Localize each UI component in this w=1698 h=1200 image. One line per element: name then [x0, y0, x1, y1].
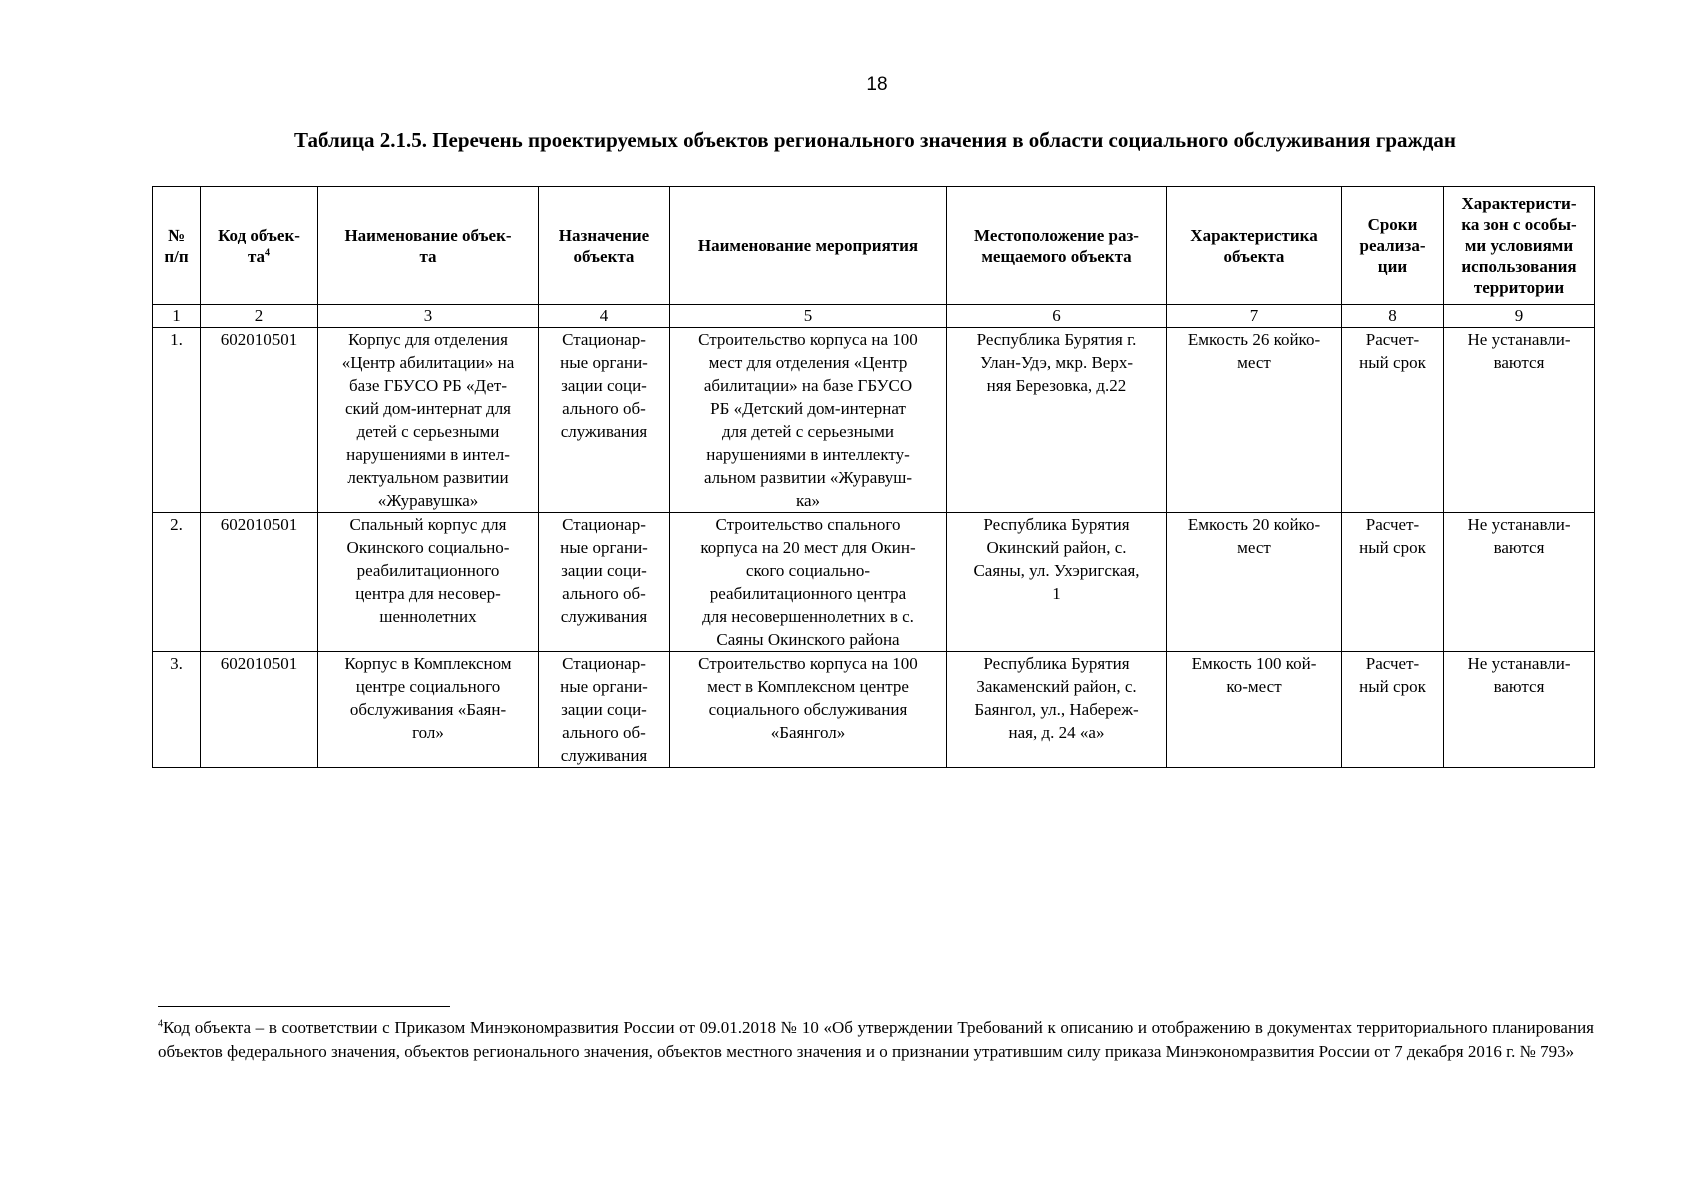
column-number: 8	[1342, 305, 1444, 328]
table-row	[153, 652, 1595, 768]
table-row	[153, 328, 1595, 513]
header-object-code-label: Код объек- та	[218, 225, 300, 266]
column-number: 9	[1444, 305, 1595, 328]
object-location: Республика Бурятия г. Улан-Удэ, мкр. Верх- няя Березовка, д.22	[947, 328, 1167, 513]
object-location: Республика Бурятия Закаменский район, с. Баянгол, ул., Набереж- ная, д. 24 «а»	[947, 652, 1167, 768]
measure-name: Строительство корпуса на 100 мест для отделения «Центр абилитации» на базе ГБУСО РБ «Детский дом-интернат для детей с серьезными нарушениями в интеллекту- альном развитии «Журавуш- ка»	[670, 328, 947, 513]
object-name: Корпус в Комплексном центре социального обслуживания «Баян- гол»	[318, 652, 539, 768]
object-characteristic: Емкость 26 койко- мест	[1167, 328, 1342, 513]
header-location: Местоположение раз- мещаемого объекта	[947, 187, 1167, 305]
table-row	[153, 513, 1595, 652]
object-code: 602010501	[201, 513, 318, 652]
object-characteristic: Емкость 20 койко- мест	[1167, 513, 1342, 652]
header-object-purpose: Назначение объекта	[539, 187, 670, 305]
header-object-code	[201, 187, 318, 305]
footnote-text: Код объекта – в соответствии с Приказом Минэкономразвития России от 09.01.2018 № 10 «Об утверждении Требований к описанию и отображению в документах территориального планирования объектов федерального значения, объектов регионального значения, объектов местного значения и о признании утратившим силу приказа Минэкономразвития России от 7 декабря 2016 г. № 793»	[158, 1018, 1594, 1061]
objects-table	[152, 186, 1595, 768]
column-number: 1	[153, 305, 201, 328]
header-implementation-period: Сроки реализа- ции	[1342, 187, 1444, 305]
column-number: 6	[947, 305, 1167, 328]
object-purpose: Стационар- ные органи- зации соци- ального об- служивания	[539, 513, 670, 652]
object-name: Спальный корпус для Окинского социально- реабилитационного центра для несовер- шеннолетних	[318, 513, 539, 652]
implementation-period: Расчет- ный срок	[1342, 513, 1444, 652]
column-number: 7	[1167, 305, 1342, 328]
row-number: 3.	[153, 652, 201, 768]
row-number: 2.	[153, 513, 201, 652]
object-location: Республика Бурятия Окинский район, с. Саяны, ул. Ухэригская, 1	[947, 513, 1167, 652]
column-number: 5	[670, 305, 947, 328]
implementation-period: Расчет- ный срок	[1342, 328, 1444, 513]
header-object-name: Наименование объек- та	[318, 187, 539, 305]
page-number: 18	[866, 74, 888, 95]
row-number: 1.	[153, 328, 201, 513]
header-row	[153, 187, 1595, 305]
footnote	[158, 1016, 1594, 1064]
footnote-ref-mark: 4	[265, 246, 271, 258]
implementation-period: Расчет- ный срок	[1342, 652, 1444, 768]
measure-name: Строительство корпуса на 100 мест в Комплексном центре социального обслуживания «Баянгол»	[670, 652, 947, 768]
header-measure-name: Наименование мероприятия	[670, 187, 947, 305]
footnote-separator	[158, 1006, 450, 1007]
column-numbers-row	[153, 305, 1595, 328]
object-purpose: Стационар- ные органи- зации соци- ального об- служивания	[539, 652, 670, 768]
object-characteristic: Емкость 100 кой- ко-мест	[1167, 652, 1342, 768]
measure-name: Строительство спального корпуса на 20 мест для Окин- ского социально- реабилитационного центра для несовершеннолетних в с. Саяны Окинского района	[670, 513, 947, 652]
footnote-mark: 4	[158, 1018, 163, 1030]
object-name: Корпус для отделения «Центр абилитации» на базе ГБУСО РБ «Дет- ский дом-интернат для детей с серьезными нарушениями в интел- лектуальном развитии «Журавушка»	[318, 328, 539, 513]
zone-characteristic: Не устанавли- ваются	[1444, 328, 1595, 513]
column-number: 3	[318, 305, 539, 328]
table-title: Таблица 2.1.5. Перечень проектируемых объектов регионального значения в области социального обслуживания граждан	[294, 128, 1456, 152]
zone-characteristic: Не устанавли- ваются	[1444, 652, 1595, 768]
column-number: 4	[539, 305, 670, 328]
table-body	[153, 305, 1595, 768]
zone-characteristic: Не устанавли- ваются	[1444, 513, 1595, 652]
header-zone-characteristic: Характеристи- ка зон с особы- ми условиями использования территории	[1444, 187, 1595, 305]
object-code: 602010501	[201, 328, 318, 513]
column-number: 2	[201, 305, 318, 328]
object-purpose: Стационар- ные органи- зации соци- ального об- служивания	[539, 328, 670, 513]
header-number: № п/п	[153, 187, 201, 305]
object-code: 602010501	[201, 652, 318, 768]
header-characteristic: Характеристика объекта	[1167, 187, 1342, 305]
